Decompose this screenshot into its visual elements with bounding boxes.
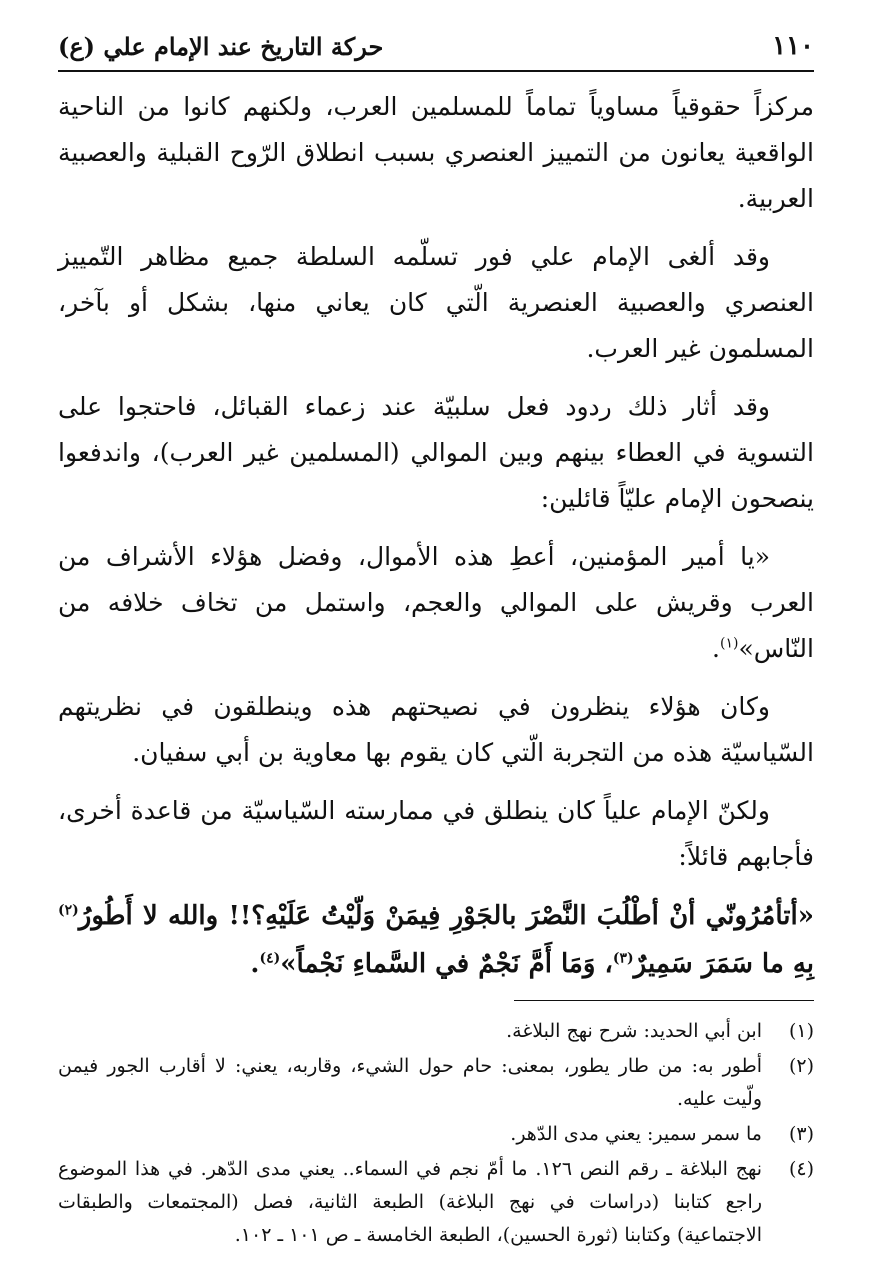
- footnote-number: (٢): [788, 1055, 814, 1077]
- footnote-text: ابن أبي الحديد: شرح نهج البلاغة.: [506, 1020, 762, 1042]
- footnote-divider: [514, 1000, 814, 1001]
- paragraph-5: وكان هؤلاء ينظرون في نصيحتهم هذه وينطلقون في نظريتهم السّياسيّة هذه من التجربة الّتي كان يقوم بها معاوية بن أبي سفيان.: [58, 692, 814, 767]
- quotation-end: .: [712, 634, 720, 663]
- quote-end: .: [250, 949, 260, 979]
- book-page: [58, 22, 814, 1262]
- paragraph-1: مركزاً حقوقياً مساوياً تماماً للمسلمين العرب، ولكنهم كانوا من الناحية الواقعية يعانون من التمييز العنصري بسبب انطلاق الرّوح القبلية والعصبية العربية.: [58, 92, 814, 213]
- footnote-number: (١): [788, 1020, 814, 1042]
- paragraph-2: وقد ألغى الإمام علي فور تسلّمه السلطة جميع مظاهر التّمييز العنصري والعصبية العنصرية الّتي كان يعاني منها، بشكل أو بآخر، المسلمون غير العرب.: [58, 242, 814, 363]
- footnote-ref-3: (٣): [612, 950, 634, 967]
- imam-quote: [58, 892, 814, 988]
- paragraph-6: ولكنّ الإمام علياً كان ينطلق في ممارسته السّياسيّة من قاعدة أخرى، فأجابهم قائلاً:: [58, 796, 814, 871]
- page-number: ١١٠: [772, 31, 814, 61]
- footnotes: [58, 1015, 814, 1252]
- paragraph-3: وقد أثار ذلك ردود فعل سلبيّة عند زعماء القبائل، فاحتجوا على التسوية في العطاء بينهم وبين الموالي (المسلمين غير العرب)، واندفعوا ينصحون الإمام عليّاً قائلين:: [58, 392, 814, 513]
- footnote-number: (٣): [788, 1123, 814, 1145]
- main-text: [58, 84, 814, 988]
- footnote-text: أطور به: من طار يطور، بمعنى: حام حول الشيء، وقاربه، يعني: لا أقارب الجور فيمن ولّيت عليه.: [58, 1055, 762, 1110]
- footnote-text: ما سمر سمير: يعني مدى الدّهر.: [510, 1123, 762, 1145]
- quotation-text: «يا أمير المؤمنين، أعطِ هذه الأموال، وفضل هؤلاء الأشراف من العرب وقريش على الموالي والعجم، واستمل من تخاف خلافه من النّاس»: [58, 542, 814, 663]
- quote-part-3: ، وَمَا أَمَّ نَجْمٌ في السَّماءِ نَجْماً»: [280, 949, 613, 979]
- footnote-4: [58, 1153, 814, 1252]
- footnote-ref-2: (٢): [58, 902, 79, 919]
- footnote-number: (٤): [788, 1158, 814, 1180]
- footnote-text: نهج البلاغة ـ رقم النص ١٢٦. ما أمّ نجم في السماء.. يعني مدى الدّهر. في هذا الموضوع راجع كتابنا (دراسات في نهج البلاغة) الطبعة الثانية، فصل (المجتمعات والطبقات الاجتماعية) وكتابنا (ثورة الحسين)، الطبعة الخامسة ـ ص ١٠١ ـ ١٠٢.: [58, 1158, 762, 1246]
- quote-part-2: بِهِ ما سَمَرَ سَمِيرٌ: [633, 949, 814, 979]
- page-header: [58, 22, 814, 72]
- quote-part-1: «أتأمُرُونّي أنْ أطْلُبَ النَّصْرَ بالجَوْرِ فِيمَنْ وَلّيْتُ عَلَيْهِ؟!! والله لا أَطُورُ: [78, 901, 814, 931]
- footnote-2: [58, 1050, 814, 1116]
- footnote-3: [58, 1118, 814, 1151]
- paragraph-4-quotation: [58, 534, 814, 672]
- footnote-ref-1: (١): [719, 635, 739, 652]
- footnote-1: [58, 1015, 814, 1048]
- footnote-ref-4: (٤): [259, 950, 281, 967]
- running-title: حركة التاريخ عند الإمام علي (ع): [58, 31, 384, 61]
